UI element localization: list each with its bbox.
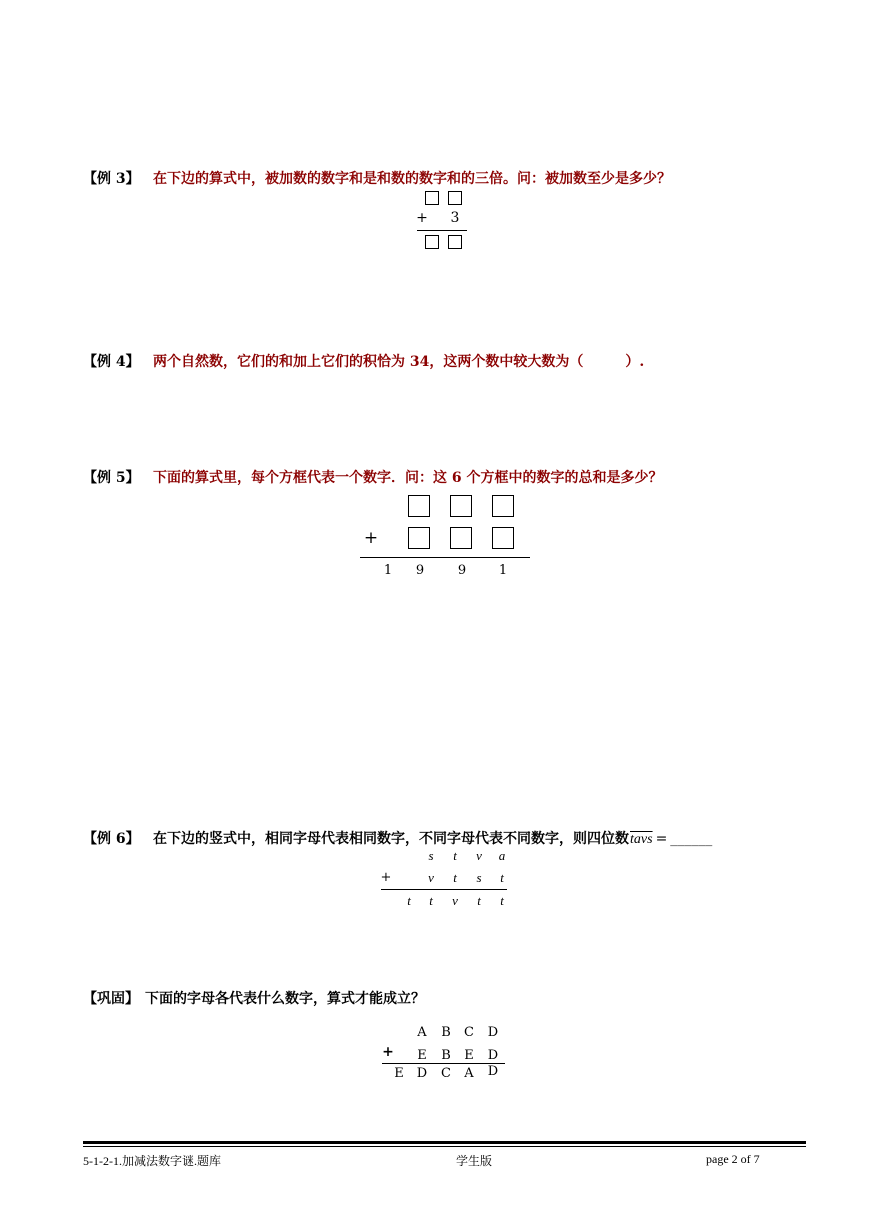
addend-digit: 3 [450, 210, 460, 226]
q5-label: 【例 5】 [83, 470, 140, 486]
plus-sign: + [363, 528, 379, 548]
sum-digit: 1 [383, 563, 393, 578]
plus-sign: + [380, 870, 392, 885]
letter: t [429, 893, 433, 908]
q6-text: 在下边的竖式中，相同字母代表相同数字，不同字母代表不同数字，则四位数 [153, 831, 629, 847]
footer-edition: 学生版 [456, 1154, 493, 1168]
q3-label: 【例 3】 [83, 171, 140, 187]
q3-question-text: 在下边的算式中，被加数的数字和是和数的数字和的三倍。问：被加数至少是多少？ [153, 171, 671, 187]
digit-box [450, 527, 472, 549]
q6-question-text [153, 828, 712, 848]
sum-line [381, 889, 507, 890]
sum-line [360, 557, 530, 558]
q5-question-text: 下面的算式里，每个方框代表一个数字．问：这 6 个方框中的数字的总和是多少？ [153, 470, 663, 486]
sum-line [417, 230, 467, 231]
plus-sign: + [382, 1044, 394, 1060]
q6-label: 【例 6】 [83, 831, 140, 847]
letter: B [441, 1025, 451, 1040]
digit-box [408, 495, 430, 517]
equals-sign: = [655, 831, 668, 847]
letter: t [407, 893, 411, 908]
letter: v [476, 848, 482, 863]
sum-digit: 9 [457, 563, 467, 578]
letter: D [416, 1066, 428, 1081]
letter: A [464, 1066, 474, 1081]
letter: t [500, 893, 504, 908]
footer-page-number: page 2 of 7 [706, 1152, 760, 1166]
letter: E [464, 1048, 474, 1063]
letter: s [428, 848, 434, 863]
letter: v [452, 893, 458, 908]
letter: t [477, 893, 481, 908]
letter: A [417, 1025, 427, 1040]
digit-box [492, 527, 514, 549]
letter: t [500, 870, 504, 885]
footer-rule-thick [83, 1141, 806, 1144]
digit-box [492, 495, 514, 517]
q4-question-text: 两个自然数，它们的和加上它们的积恰为 34，这两个数中较大数为（ ）. [153, 354, 645, 370]
sum-digit: 9 [415, 563, 425, 578]
digit-box [408, 527, 430, 549]
letter: E [417, 1048, 427, 1063]
letter: C [464, 1025, 474, 1040]
gonggu-question-text: 下面的字母各代表什么数字，算式才能成立？ [145, 991, 425, 1007]
answer-blank: ______ [670, 831, 713, 847]
letter: C [441, 1066, 451, 1081]
letter: D [487, 1048, 499, 1063]
letter: E [394, 1066, 404, 1081]
letter: s [476, 870, 482, 885]
digit-box [450, 495, 472, 517]
sum-digit: 1 [498, 563, 508, 578]
digit-box [425, 191, 439, 205]
letter: t [453, 870, 457, 885]
letter: D [487, 1025, 499, 1040]
digit-box [425, 235, 439, 249]
letter: t [453, 848, 457, 863]
letter: D [487, 1064, 499, 1079]
gonggu-label: 【巩固】 [83, 991, 139, 1007]
q4-label: 【例 4】 [83, 354, 140, 370]
letter: B [441, 1048, 451, 1063]
letter: v [428, 870, 434, 885]
footer-filename: 5-1-2-1.加减法数字谜.题库 [83, 1154, 221, 1168]
digit-box [448, 191, 462, 205]
letter: a [498, 848, 506, 863]
overline-number: tavs [630, 832, 653, 847]
digit-box [448, 235, 462, 249]
footer-rule-thin [83, 1146, 806, 1147]
plus-sign: + [416, 210, 428, 226]
